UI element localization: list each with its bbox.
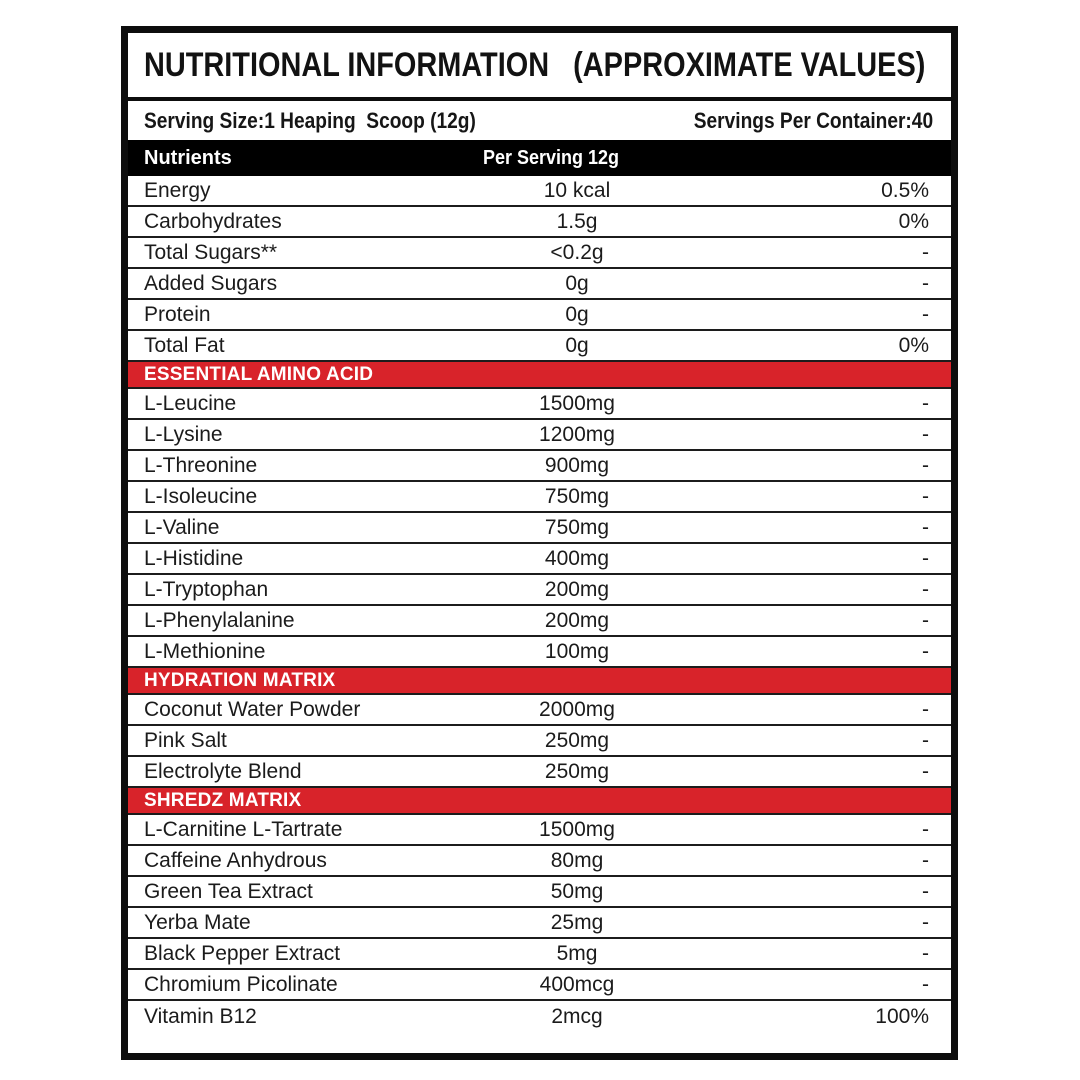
table-row: [128, 726, 951, 757]
table-row: [128, 939, 951, 970]
nutrient-amount: 80mg: [550, 848, 604, 872]
nutrient-name: L-Phenylalanine: [144, 608, 295, 632]
label-title: NUTRITIONAL INFORMATION (APPROXIMATE VALUES): [144, 45, 926, 84]
nutrient-name: L-Isoleucine: [144, 484, 258, 508]
table-row: [128, 269, 951, 300]
nutrient-name: Chromium Picolinate: [144, 972, 338, 996]
table-row: [128, 846, 951, 877]
nutrient-name: Vitamin B12: [144, 1004, 257, 1028]
nutrient-dv: -: [922, 817, 929, 841]
nutrient-dv: -: [922, 577, 929, 601]
table-row: [128, 970, 951, 1001]
nutrient-amount: 2000mg: [539, 697, 615, 721]
nutrient-dv: 0%: [898, 209, 929, 233]
nutrient-amount: 200mg: [544, 577, 610, 601]
nutrient-name: L-Tryptophan: [144, 577, 269, 601]
nutrient-name: Yerba Mate: [144, 910, 251, 934]
nutrient-name: Added Sugars: [144, 271, 278, 295]
nutrient-dv: -: [922, 972, 929, 996]
nutrient-amount: 0g: [565, 302, 589, 326]
nutrient-amount: 10 kcal: [543, 178, 611, 202]
nutrient-amount: 0g: [565, 271, 589, 295]
nutrient-dv: -: [922, 941, 929, 965]
table-row: [128, 482, 951, 513]
section-heading: HYDRATION MATRIX: [128, 668, 951, 695]
nutrient-dv: -: [922, 422, 929, 446]
nutrient-amount: 400mcg: [539, 972, 615, 996]
nutrient-amount: 1500mg: [539, 817, 615, 841]
nutrient-name: L-Carnitine L-Tartrate: [144, 817, 343, 841]
nutrient-amount: 1.5g: [556, 209, 598, 233]
nutrient-name: L-Threonine: [144, 453, 258, 477]
nutrient-amount: 25mg: [550, 910, 604, 934]
serving-size-text: Serving Size:1 Heaping Scoop (12g): [144, 107, 476, 133]
nutrient-dv: -: [922, 697, 929, 721]
nutrient-dv: -: [922, 848, 929, 872]
nutrient-dv: -: [922, 728, 929, 752]
nutrient-amount: 750mg: [544, 515, 610, 539]
table-row: [128, 757, 951, 788]
column-header-nutrients: Nutrients: [144, 146, 232, 169]
nutrient-amount: 50mg: [550, 879, 604, 903]
nutrient-amount: 1500mg: [539, 391, 615, 415]
nutrient-name: Energy: [144, 178, 211, 202]
column-header-per-serving: Per Serving 12g: [482, 146, 620, 169]
nutrient-amount: 0g: [565, 333, 589, 357]
label-title-row: [128, 33, 951, 101]
nutrient-name: Total Sugars**: [144, 240, 278, 264]
nutrient-dv: -: [922, 546, 929, 570]
nutrient-amount: 250mg: [544, 759, 610, 783]
table-row: [128, 606, 951, 637]
nutrient-dv: -: [922, 639, 929, 663]
table-row: [128, 331, 951, 362]
nutrient-name: Carbohydrates: [144, 209, 282, 233]
nutrient-amount: 100mg: [544, 639, 610, 663]
table-row: [128, 176, 951, 207]
table-row: [128, 544, 951, 575]
nutrient-name: Green Tea Extract: [144, 879, 313, 903]
table-row: [128, 207, 951, 238]
nutrient-dv: -: [922, 608, 929, 632]
nutrient-name: Protein: [144, 302, 211, 326]
nutrient-name: L-Lysine: [144, 422, 223, 446]
table-row: [128, 815, 951, 846]
nutrient-name: Total Fat: [144, 333, 225, 357]
table-row: [128, 575, 951, 606]
nutrient-amount: <0.2g: [550, 240, 604, 264]
nutrient-name: Caffeine Anhydrous: [144, 848, 327, 872]
nutrient-amount: 400mg: [544, 546, 610, 570]
nutrient-name: L-Histidine: [144, 546, 244, 570]
nutrient-dv: -: [922, 391, 929, 415]
table-row: [128, 389, 951, 420]
nutrient-table-body: [128, 176, 951, 1032]
table-row: [128, 451, 951, 482]
nutrient-dv: -: [922, 515, 929, 539]
servings-per-container-text: Servings Per Container:40: [693, 107, 933, 133]
nutrient-amount: 5mg: [556, 941, 598, 965]
nutrient-dv: -: [922, 910, 929, 934]
nutrient-name: L-Valine: [144, 515, 220, 539]
table-header-bar: [128, 140, 951, 176]
nutrient-dv: -: [922, 484, 929, 508]
table-row: [128, 695, 951, 726]
nutrient-dv: -: [922, 240, 929, 264]
nutrient-amount: 2mcg: [551, 1004, 603, 1028]
nutrient-name: Black Pepper Extract: [144, 941, 341, 965]
table-row: [128, 513, 951, 544]
serving-info-row: [128, 101, 951, 140]
table-row: [128, 420, 951, 451]
nutrition-label: [121, 26, 958, 1060]
nutrient-dv: -: [922, 453, 929, 477]
table-row: [128, 1001, 951, 1032]
nutrient-dv: -: [922, 759, 929, 783]
nutrient-name: Electrolyte Blend: [144, 759, 302, 783]
nutrient-amount: 1200mg: [539, 422, 615, 446]
table-row: [128, 877, 951, 908]
nutrient-dv: 0.5%: [881, 178, 929, 202]
section-heading: SHREDZ MATRIX: [128, 788, 951, 815]
nutrient-name: Pink Salt: [144, 728, 227, 752]
nutrient-amount: 900mg: [544, 453, 610, 477]
nutrient-name: Coconut Water Powder: [144, 697, 361, 721]
nutrient-amount: 250mg: [544, 728, 610, 752]
nutrient-name: L-Methionine: [144, 639, 266, 663]
nutrient-dv: -: [922, 879, 929, 903]
nutrient-amount: 200mg: [544, 608, 610, 632]
nutrient-name: L-Leucine: [144, 391, 237, 415]
nutrient-dv: 100%: [875, 1004, 929, 1028]
nutrient-amount: 750mg: [544, 484, 610, 508]
table-row: [128, 300, 951, 331]
nutrient-dv: -: [922, 302, 929, 326]
table-row: [128, 238, 951, 269]
section-heading: ESSENTIAL AMINO ACID: [128, 362, 951, 389]
nutrient-dv: -: [922, 271, 929, 295]
nutrient-dv: 0%: [898, 333, 929, 357]
table-row: [128, 908, 951, 939]
table-row: [128, 637, 951, 668]
